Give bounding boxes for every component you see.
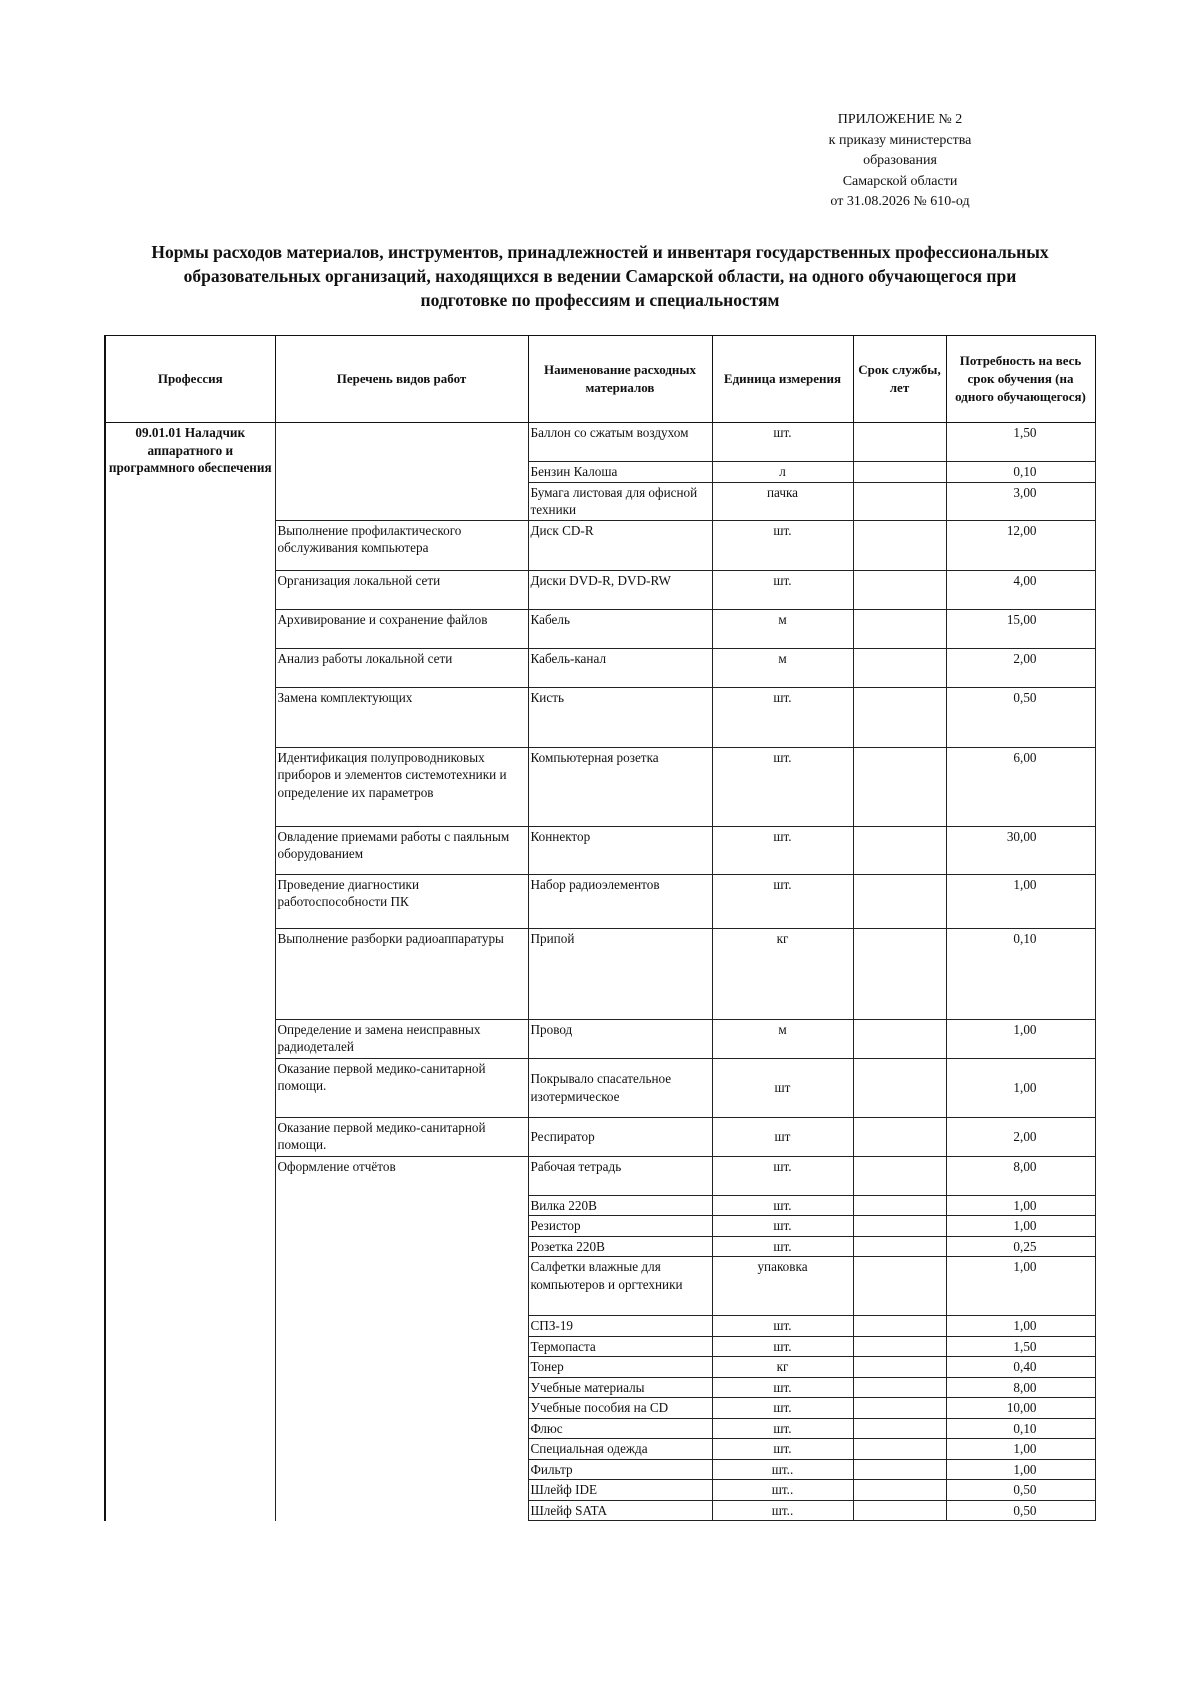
header-works: Перечень видов работ bbox=[275, 336, 528, 423]
material-cell: Специальная одежда bbox=[528, 1439, 712, 1460]
unit-cell: шт. bbox=[712, 1439, 853, 1460]
unit-cell: л bbox=[712, 462, 853, 483]
unit-cell: кг bbox=[712, 928, 853, 1019]
material-cell: Диск CD-R bbox=[528, 520, 712, 570]
unit-cell: кг bbox=[712, 1357, 853, 1378]
material-cell: Баллон со сжатым воздухом bbox=[528, 423, 712, 462]
term-cell bbox=[853, 1336, 946, 1357]
need-cell: 1,00 bbox=[946, 1459, 1095, 1480]
term-cell bbox=[853, 1257, 946, 1316]
unit-cell: м bbox=[712, 648, 853, 687]
need-cell: 0,10 bbox=[946, 1418, 1095, 1439]
term-cell bbox=[853, 1398, 946, 1419]
term-cell bbox=[853, 1377, 946, 1398]
unit-cell: шт. bbox=[712, 520, 853, 570]
need-cell: 3,00 bbox=[946, 482, 1095, 520]
need-cell: 1,50 bbox=[946, 1336, 1095, 1357]
need-cell: 15,00 bbox=[946, 609, 1095, 648]
term-cell bbox=[853, 1156, 946, 1195]
material-cell: Шлейф IDE bbox=[528, 1480, 712, 1501]
need-cell: 0,10 bbox=[946, 928, 1095, 1019]
term-cell bbox=[853, 1019, 946, 1058]
need-cell: 2,00 bbox=[946, 1117, 1095, 1156]
material-cell: Припой bbox=[528, 928, 712, 1019]
work-cell: Выполнение профилактического обслуживания компьютера bbox=[275, 520, 528, 570]
unit-cell: шт.. bbox=[712, 1459, 853, 1480]
material-cell: Коннектор bbox=[528, 826, 712, 874]
need-cell: 6,00 bbox=[946, 747, 1095, 826]
unit-cell: шт. bbox=[712, 1336, 853, 1357]
term-cell bbox=[853, 687, 946, 747]
title-line: подготовке по профессиям и специальностям bbox=[420, 290, 780, 310]
appendix-line: Самарской области bbox=[842, 173, 958, 189]
term-cell bbox=[853, 747, 946, 826]
term-cell bbox=[853, 1500, 946, 1521]
material-cell: Бумага листовая для офисной техники bbox=[528, 482, 712, 520]
appendix-line: ПРИЛОЖЕНИЕ № 2 bbox=[837, 112, 963, 127]
need-cell: 1,00 bbox=[946, 1058, 1095, 1117]
term-cell bbox=[853, 609, 946, 648]
term-cell bbox=[853, 1418, 946, 1439]
work-cell: Оказание первой медико-санитарной помощи. bbox=[275, 1058, 528, 1117]
material-cell: Бензин Калоша bbox=[528, 462, 712, 483]
profession-cell: 09.01.01 Наладчик аппаратного и программного обеспечения bbox=[105, 423, 275, 1521]
term-cell bbox=[853, 928, 946, 1019]
work-cell: Замена комплектующих bbox=[275, 687, 528, 747]
unit-cell: шт. bbox=[712, 1156, 853, 1195]
header-profession: Профессия bbox=[105, 336, 275, 423]
header-material: Наименование расходных материалов bbox=[528, 336, 712, 423]
material-cell: Кабель-канал bbox=[528, 648, 712, 687]
work-cell bbox=[275, 1195, 528, 1216]
unit-cell: шт. bbox=[712, 747, 853, 826]
unit-cell: шт. bbox=[712, 874, 853, 928]
term-cell bbox=[853, 520, 946, 570]
material-cell: Резистор bbox=[528, 1216, 712, 1237]
work-cell bbox=[275, 423, 528, 462]
need-cell: 0,40 bbox=[946, 1357, 1095, 1378]
term-cell bbox=[853, 482, 946, 520]
unit-cell: шт. bbox=[712, 1398, 853, 1419]
material-cell: Учебные материалы bbox=[528, 1377, 712, 1398]
need-cell: 1,00 bbox=[946, 1019, 1095, 1058]
work-cell bbox=[275, 1439, 528, 1460]
unit-cell: шт bbox=[712, 1117, 853, 1156]
term-cell bbox=[853, 1236, 946, 1257]
material-cell: Кабель bbox=[528, 609, 712, 648]
need-cell: 0,10 bbox=[946, 462, 1095, 483]
term-cell bbox=[853, 1357, 946, 1378]
table-body bbox=[105, 423, 1095, 1521]
need-cell: 0,50 bbox=[946, 1500, 1095, 1521]
work-cell bbox=[275, 462, 528, 483]
material-cell: Салфетки влажные для компьютеров и оргтехники bbox=[528, 1257, 712, 1316]
term-cell bbox=[853, 648, 946, 687]
work-cell bbox=[275, 1236, 528, 1257]
work-cell: Определение и замена неисправных радиодеталей bbox=[275, 1019, 528, 1058]
material-cell: Кисть bbox=[528, 687, 712, 747]
table-header-row bbox=[105, 336, 1095, 423]
term-cell bbox=[853, 1195, 946, 1216]
term-cell bbox=[853, 1459, 946, 1480]
need-cell: 1,00 bbox=[946, 1257, 1095, 1316]
work-cell bbox=[275, 1398, 528, 1419]
work-cell bbox=[275, 1257, 528, 1316]
term-cell bbox=[853, 1117, 946, 1156]
material-cell: Вилка 220В bbox=[528, 1195, 712, 1216]
need-cell: 0,25 bbox=[946, 1236, 1095, 1257]
unit-cell: упаковка bbox=[712, 1257, 853, 1316]
unit-cell: шт. bbox=[712, 1377, 853, 1398]
unit-cell: м bbox=[712, 1019, 853, 1058]
unit-cell: шт. bbox=[712, 1236, 853, 1257]
unit-cell: шт. bbox=[712, 423, 853, 462]
work-cell bbox=[275, 1480, 528, 1501]
material-cell: Провод bbox=[528, 1019, 712, 1058]
material-cell: Шлейф SATA bbox=[528, 1500, 712, 1521]
need-cell: 1,00 bbox=[946, 1439, 1095, 1460]
appendix-line: к приказу министерства bbox=[828, 132, 972, 148]
unit-cell: шт. bbox=[712, 1316, 853, 1337]
need-cell: 1,00 bbox=[946, 874, 1095, 928]
material-cell: Набор радиоэлементов bbox=[528, 874, 712, 928]
title-line: Нормы расходов материалов, инструментов, принадлежностей и инвентаря государственных профессиональных bbox=[151, 242, 1049, 262]
term-cell bbox=[853, 1058, 946, 1117]
material-cell: Термопаста bbox=[528, 1336, 712, 1357]
work-cell bbox=[275, 1216, 528, 1237]
material-cell: Фильтр bbox=[528, 1459, 712, 1480]
need-cell: 0,50 bbox=[946, 1480, 1095, 1501]
header-unit: Единица измерения bbox=[712, 336, 853, 423]
need-cell: 1,00 bbox=[946, 1216, 1095, 1237]
work-cell: Идентификация полупроводниковых приборов и элементов системотехники и определение их параметров bbox=[275, 747, 528, 826]
work-cell bbox=[275, 1459, 528, 1480]
material-cell: Учебные пособия на CD bbox=[528, 1398, 712, 1419]
term-cell bbox=[853, 423, 946, 462]
term-cell bbox=[853, 1316, 946, 1337]
term-cell bbox=[853, 570, 946, 609]
need-cell: 0,50 bbox=[946, 687, 1095, 747]
term-cell bbox=[853, 1439, 946, 1460]
material-cell: Флюс bbox=[528, 1418, 712, 1439]
work-cell: Оказание первой медико-санитарной помощи. bbox=[275, 1117, 528, 1156]
appendix-line: образования bbox=[863, 153, 937, 168]
appendix-line: от 31.08.2026 № 610-од bbox=[830, 194, 970, 209]
work-cell: Оформление отчётов bbox=[275, 1156, 528, 1195]
title-line: образовательных организаций, находящихся в ведении Самарской области, на одного обучающегося при bbox=[183, 266, 1017, 286]
unit-cell: шт. bbox=[712, 826, 853, 874]
need-cell: 4,00 bbox=[946, 570, 1095, 609]
work-cell bbox=[275, 1418, 528, 1439]
material-cell: Рабочая тетрадь bbox=[528, 1156, 712, 1195]
unit-cell: пачка bbox=[712, 482, 853, 520]
term-cell bbox=[853, 1480, 946, 1501]
term-cell bbox=[853, 826, 946, 874]
unit-cell: шт. bbox=[712, 1195, 853, 1216]
term-cell bbox=[853, 874, 946, 928]
unit-cell: шт.. bbox=[712, 1480, 853, 1501]
work-cell bbox=[275, 482, 528, 520]
unit-cell: шт. bbox=[712, 687, 853, 747]
material-cell: Покрывало спасательное изотермическое bbox=[528, 1058, 712, 1117]
material-cell: СПЗ-19 bbox=[528, 1316, 712, 1337]
document-title bbox=[95, 240, 1105, 312]
unit-cell: шт. bbox=[712, 1418, 853, 1439]
work-cell: Овладение приемами работы с паяльным оборудованием bbox=[275, 826, 528, 874]
table-row bbox=[105, 423, 1095, 462]
term-cell bbox=[853, 1216, 946, 1237]
need-cell: 8,00 bbox=[946, 1156, 1095, 1195]
need-cell: 1,00 bbox=[946, 1316, 1095, 1337]
work-cell bbox=[275, 1357, 528, 1378]
term-cell bbox=[853, 462, 946, 483]
unit-cell: шт. bbox=[712, 1216, 853, 1237]
work-cell: Выполнение разборки радиоаппаратуры bbox=[275, 928, 528, 1019]
header-need: Потребность на весь срок обучения (на одного обучающегося) bbox=[946, 336, 1095, 423]
work-cell bbox=[275, 1316, 528, 1337]
need-cell: 30,00 bbox=[946, 826, 1095, 874]
material-cell: Диски DVD-R, DVD-RW bbox=[528, 570, 712, 609]
need-cell: 12,00 bbox=[946, 520, 1095, 570]
norms-table bbox=[104, 335, 1096, 1521]
need-cell: 8,00 bbox=[946, 1377, 1095, 1398]
work-cell bbox=[275, 1500, 528, 1521]
unit-cell: шт. bbox=[712, 570, 853, 609]
work-cell: Организация локальной сети bbox=[275, 570, 528, 609]
material-cell: Компьютерная розетка bbox=[528, 747, 712, 826]
work-cell bbox=[275, 1336, 528, 1357]
need-cell: 10,00 bbox=[946, 1398, 1095, 1419]
work-cell: Проведение диагностики работоспособности ПК bbox=[275, 874, 528, 928]
unit-cell: шт.. bbox=[712, 1500, 853, 1521]
work-cell: Архивирование и сохранение файлов bbox=[275, 609, 528, 648]
need-cell: 1,50 bbox=[946, 423, 1095, 462]
unit-cell: шт bbox=[712, 1058, 853, 1117]
header-term: Срок службы, лет bbox=[853, 336, 946, 423]
need-cell: 2,00 bbox=[946, 648, 1095, 687]
material-cell: Респиратор bbox=[528, 1117, 712, 1156]
unit-cell: м bbox=[712, 609, 853, 648]
appendix-block bbox=[700, 110, 1100, 213]
material-cell: Тонер bbox=[528, 1357, 712, 1378]
material-cell: Розетка 220В bbox=[528, 1236, 712, 1257]
need-cell: 1,00 bbox=[946, 1195, 1095, 1216]
work-cell: Анализ работы локальной сети bbox=[275, 648, 528, 687]
work-cell bbox=[275, 1377, 528, 1398]
